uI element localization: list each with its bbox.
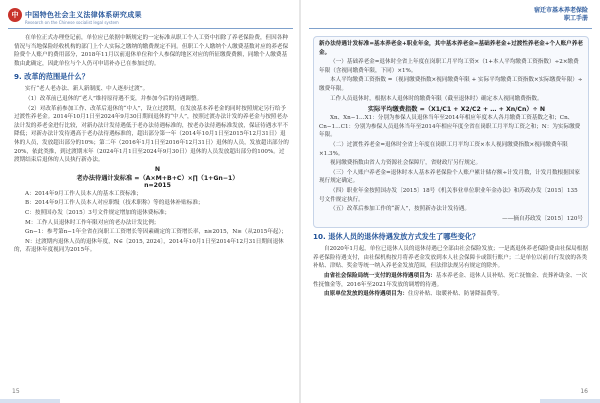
formula-upper-limit: N bbox=[154, 165, 161, 173]
right-header bbox=[534, 7, 588, 23]
q10-heading: 10. 退休人员的退休待遇发放方式发生了哪些变化？ bbox=[313, 232, 480, 242]
paragraph-deemed-index: 工作人员退休时，根据本人退休时的缴费年限（截至退休时）确定本人视同缴费指数。 bbox=[330, 95, 543, 102]
formula: 老办法待遇计发标准 =（A×M+B+C）×∏（1+Gn−1） bbox=[76, 174, 239, 182]
header-right-title: 宿迁市基本养老保险 bbox=[533, 7, 588, 14]
paragraph-basic-pension: （一）基础养老金=退休时全省上年度在岗职工月平均工资×（1+本人平均缴费工资指数）÷2×缴费年限（含视同缴费年限，下同）×1%。 bbox=[319, 59, 579, 74]
left-body bbox=[14, 34, 290, 256]
left-page bbox=[0, 0, 299, 403]
definition-g: Gn−1：参考第n−1年全省在岗职工工资增长等因素确定的工资增长率，n≥2015，N≥（从2015年起）； bbox=[25, 229, 287, 236]
right-page bbox=[301, 0, 600, 403]
source-citation: ——摘自苏政发〔2015〕120号 bbox=[502, 215, 583, 222]
intro-paragraph: 在单位正式办理登记前，单位应已依据中断规定的一定标准从职工个人工资中扣除了养老保险费，但因各种情况与当地保险经收机构的部门上个人实际之缴纳的缴费规定不同。但职工个人缴纳个人缴费基数对应的养老保险费个人账户的费用部分，2018年11月以前退休单位和个人参保的地区对应的所征缴费费额，同缴个人缴费基数由此确定，因此单位与个人仍可申请补办已在参加过的。 bbox=[14, 35, 289, 67]
paragraph-new-people: （五）改革后参加工作的“新人”，按照新办法计发待遇。 bbox=[330, 206, 470, 213]
q10-paragraph-3 bbox=[313, 290, 589, 299]
footer-decoration-right bbox=[540, 399, 600, 403]
header-title: 中国特色社会主义法律体系研究成果 bbox=[25, 11, 142, 19]
header-right-subtitle: 职工手册 bbox=[563, 15, 588, 22]
formula-box bbox=[313, 36, 589, 228]
q10-text-2: 基本养老金、退休人员补贴、死亡抚恤金、丧葬补助金、一次性抚恤金等，2016年至2021年发放的调增的待遇。 bbox=[313, 273, 587, 288]
definition-m: M：工作人员退休时工作年限对应的老办法计发比例； bbox=[25, 219, 160, 226]
footer-decoration bbox=[0, 399, 60, 403]
paragraph-annuity: （四）职业年金按照国办发〔2015〕18号《机关事业单位职业年金办法》和苏政办发〔2015〕135号文件规定执行。 bbox=[319, 187, 578, 203]
q9-paragraph-2: （1）改革前已退休的“老人”维持原待遇不变，并参加今后的待遇调整。 bbox=[25, 95, 203, 102]
paragraph-index-formula: 实际平均缴费指数 =（X1/C1 + X2/C2 + … + Xn/Cn）÷ N bbox=[367, 106, 546, 114]
formula-lower-limit: n=2015 bbox=[144, 181, 171, 189]
q10-bold-label-1: 由省社会保险局统一支付的退休待遇项目为： bbox=[324, 273, 436, 280]
q10-paragraph-1: 自2020年1月起，单位已退休人员的退休待遇已全部由社会保险发放；一是离退休养老保险费由社保局根据养老保险待遇支付，由社保机构按月将养老金发放到本人社会保障卡或银行账户；二是单位以前自行发放的各类补贴、津贴、奖金等统一纳入养老金发放范围，但法律法规另有规定的除外。 bbox=[313, 246, 588, 270]
right-body bbox=[313, 34, 589, 300]
page-number-right: 16 bbox=[580, 388, 588, 395]
box-title: 新办法待遇计发标准=基本养老金+职业年金，其中基本养老金=基础养老金+过渡性养老金+个人账户养老金。 bbox=[319, 41, 583, 56]
definition-c: C：按照国办发〔2015〕3号文件规定增加的退休费标准； bbox=[25, 209, 171, 216]
q9-heading: 9. 改革的范围是什么？ bbox=[14, 72, 89, 82]
paragraph-deemed-rule: 视同缴费指数由省人力资源社会保障厅，省财政厅另行规定。 bbox=[330, 160, 482, 167]
header-rule-right bbox=[309, 28, 592, 29]
page-number-left: 15 bbox=[12, 388, 20, 395]
paragraph-account: （三）个人账户养老金=退休时本人基本养老保险个人账户累计储存额÷计发月数，计发月数根据国家现行规定确定。 bbox=[319, 169, 580, 185]
q9-paragraph-1: 实行“老人老办法、新人新制度、中人逐步过渡”。 bbox=[25, 86, 149, 93]
header-rule bbox=[8, 28, 293, 29]
q10-bold-label-2: 由原单位发放的退休待遇项目为： bbox=[324, 291, 408, 298]
q9-paragraph-3: （2）对改革前参加工作、改革后退休的“中人”，设立过渡期，在发放基本养老金的同时按照规定另行给予过渡性养老金。2014年10月1日至2024年9月30日期间退休的“中人”，按照过渡办法计发的养老金与按照老办法计发的养老金进行比较，对新办法计发待遇低于老办法待遇标准的，按老办法待遇标准发放，保证待遇水平不降低；对新办法计发待遇高于老办法待遇标准的，超出部分第一年（2014年10月1日至2015年12月31日）退休的人员，发放超出部分的10%；第二年（2016年1月1日至2016年12月31日）退休的人员，发放超出部分的20%，依此类推，到过渡期末年（2024年1月1日至2024年9月30日）退休的人员发放超出部分的100%。过渡期结束后退休的人员执行新办法。 bbox=[14, 105, 289, 164]
definition-a: A：2014年9月工作人员本人的基本工资标准； bbox=[25, 190, 142, 197]
paragraph-variables: Xn、Xn−1…X1：分别为参保人员退休当年至2014年相应年度本人各月缴费工资基数之和；Cn、Cn−1…C1：分别为参保人员退休当年至2014年相应年度全省在岗职工月平均工资之和；N：为实际缴费年限。 bbox=[319, 115, 581, 139]
paragraph-transition: （二）过渡性养老金=退休时全省上年度在岗职工月平均工资×本人视同缴费指数×视同缴费年限×1.3%。 bbox=[319, 141, 568, 157]
q10-text-3: 住房补贴、取暖补贴、防暑降温费等。 bbox=[407, 291, 504, 298]
emblem-icon: 中 bbox=[8, 8, 22, 22]
header-subtitle: Research on the Chinese socialist legal system bbox=[25, 20, 119, 25]
q10-paragraph-2 bbox=[313, 272, 589, 289]
definition-n: N：过渡期内退休人员的退休年度，N∈〔2015, 2024〕，2014年10月1日至2014年12月31日期间退休的，若退休年度视同为2015年。 bbox=[14, 238, 284, 254]
paragraph-avg-index: 本人平均缴费工资指数 =（视同缴费指数×视同缴费年限 + 实际平均缴费工资指数×实际缴费年限）÷缴费年限。 bbox=[319, 77, 583, 92]
definition-b: B：2014年9月工作人员本人对应职级（技术职称）等的退休补贴标准； bbox=[25, 200, 204, 207]
